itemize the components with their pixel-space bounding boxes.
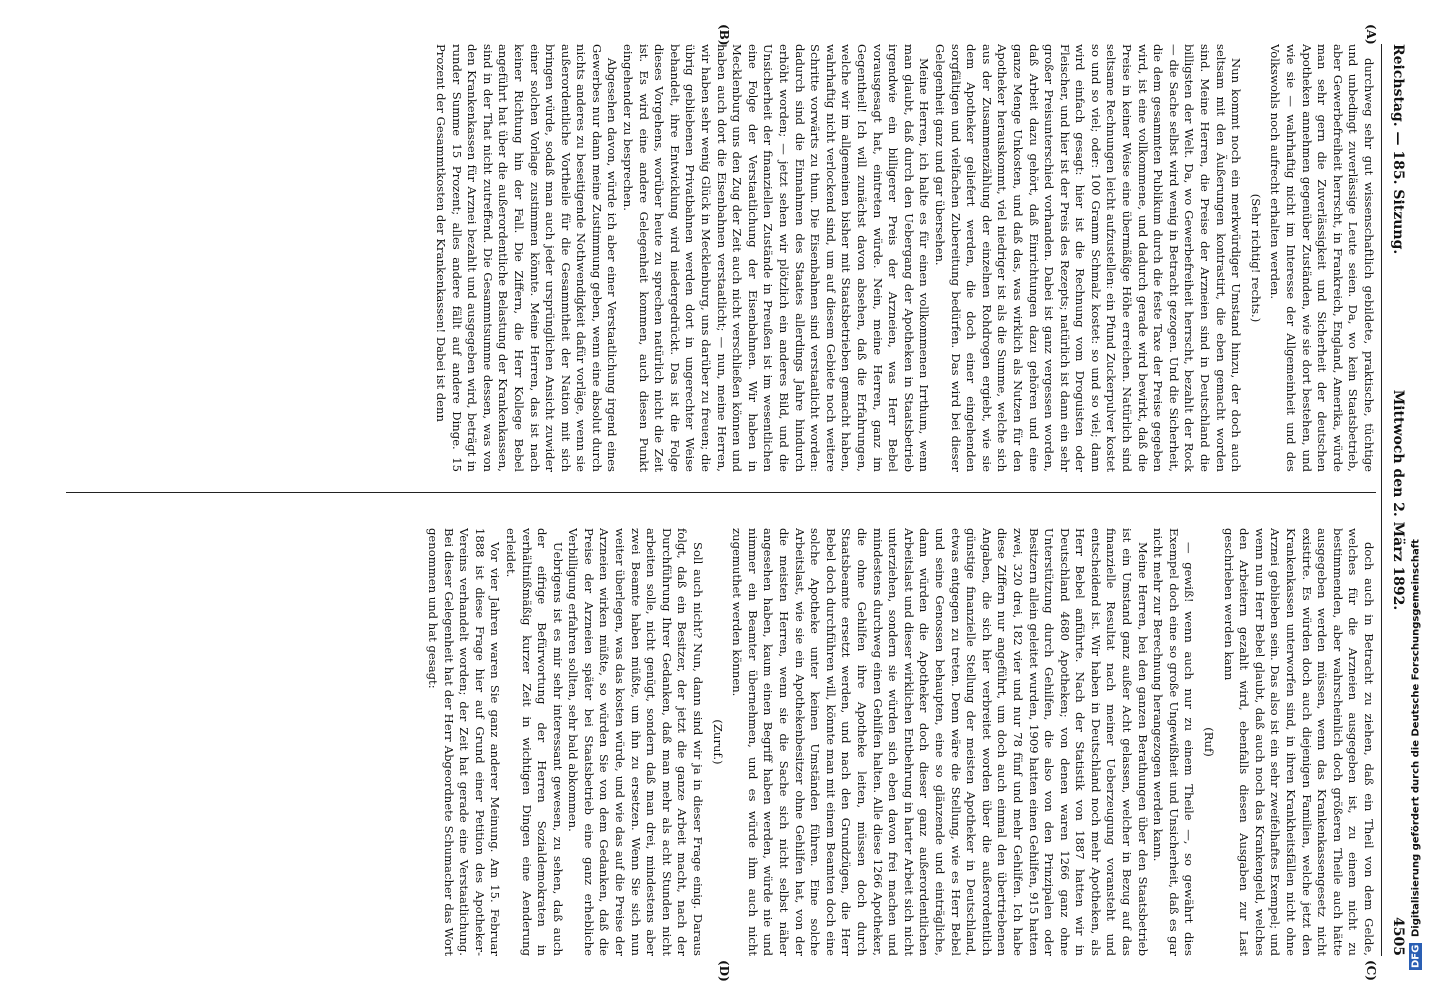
interjection: (Sehr richtig! rechts.) xyxy=(1248,193,1263,323)
paragraph: Nun kommt noch ein merkwürdiger Umstand hinzu, der doch auch seltsam mit den Äußerungen kontrastirt, die eben gemacht worden sind. Meine Herren, die Preise der Arzneien sind in Deutschland die billigsten der Welt. Da, wo Gewerbefreiheit herrscht, bezahlt der Rock — die Sache selbst wird wenig in Betracht gezogen. Und die Sicherheit, die dem gesammten Publikum durch die feste Taxe der Preise gegeben wird, ist eine vollkommene, und dadurch gerade wird bewirkt, daß die Preise in keiner Weise eine übermäßige Höhe erreichen. Natürlich sind seltsame Rechnungen leicht aufzustellen: ein Pfund Zuckerpulver kostet so und so viel; oder: 100 Gramm Schmalz kostet: so und so viel; dann wird einfach gesagt: hier ist die Rechnung vom Droguisten oder Fleischer, und hier ist der Preis des Rezepts; natürlich ist dann ein sehr großer Preisunterschied vorhanden. Dabei ist ganz vergessen worden, daß Arbeit dazu gehört, daß Einrichtungen dazu gehören und eine ganze Menge Unkosten, und daß das, was wirklich als Nutzen für den Apotheker herauskommt, viel niedriger ist als die Summe, welche sich aus der Zusammenzählung der einzelnen Rohdrogen ergiebt, wie sie dem Apotheker geliefert werden, die doch einer eingehenden sorgfältigen und vielfachen Zubereitung bedürfen. Das wird bei dieser Gelegenheit ganz und gar übersehen. xyxy=(932,44,1244,472)
margin-letter-d: (D) xyxy=(717,960,731,982)
column-divider xyxy=(66,492,1376,494)
dfg-logo-badge: DFG xyxy=(1410,944,1422,968)
newspaper-page xyxy=(16,20,1416,980)
digitization-credit xyxy=(1404,30,1428,970)
right-column xyxy=(66,528,1376,956)
header-date: Mittwoch den 2. März 1892. xyxy=(1390,389,1406,611)
margin-letter-b: (B) xyxy=(717,24,731,46)
margin-letter-a: (A) xyxy=(1364,24,1378,45)
paragraph: doch auch in Betracht zu ziehen, daß ein Theil von dem Gelde, welches für die Arzneien ausgegeben ist, zu einem nicht zu bestimmenden, aber wahrscheinlich doch größeren Theile auch hätte ausgegeben werden müssen, wenn das Krankenkassengesetz nicht existirte. Es würden doch auch diejenigen Familien, welche jetzt den Krankenkassen unterworfen sind, in ihren Krankheitsfällen nicht ohne Arznei geblieben sein. Das also ist ein sehr zweifelhaftes Exempel; und wenn nun Herr Bebel glaubt, daß auch noch das Krankengeld, welches den Arbeitern gezahlt wird, ebenfalls diesen Ausgaben zur Last geschrieben werden kann xyxy=(1221,528,1376,956)
paragraph: Uebrigens ist es mir sehr interessant gewesen, zu sehen, daß auch der eifrige Befürwortung der Herren Sozialdemokraten in verhältnißmäßig kurzer Zeit in wichtigen Dingen eine Aenderung erleidet. xyxy=(503,528,565,956)
interjection: (Ruf) xyxy=(1202,727,1217,757)
paragraph: Vor vier Jahren waren Sie ganz anderer Meinung. Am 15. Februar 1888 ist diese Frage hier auf Grund einer Petition des Apotheker-Vereins verhandelt worden; der Zeit hat gerade eine Verstaatlichung. Bei dieser Gelegenheit hat der Herr Abgeordnete Schumacher das Wort genommen und hat gesagt: xyxy=(425,528,503,956)
header-session: Reichstag. — 185. Sitzung. xyxy=(1390,44,1406,255)
header-page-number: 4505 xyxy=(1390,917,1406,956)
margin-letter-c: (C) xyxy=(1364,960,1378,981)
interjection: (Zuruf.) xyxy=(710,719,725,765)
paragraph: Abgesehen davon, würde ich aber einer Verstaatlichung irgend eines Gewerbes nur dann meine Zustimmung geben, wenn eine absolut durch nichts anderes zu beseitigende Nothwendigkeit dafür vorläge, wenn sie außerordentliche Vortheile für die Gesammtheit der Nation mit sich bringen würde, sodaß man auch jeder ursprünglichen Ansicht zuwider einer solchen Vorlage zustimmen könnte. Meine Herren, das ist nach keiner Richtung hin der Fall. Die Ziffern, die Herr Kollege Bebel angeführt hat über die außerordentliche Belastung der Krankenkassen, sind in der That nicht zutreffend. Die Gesammtsumme dessen, was von den Krankenkassen für Arznei bezahlt und ausgegeben wird, beträgt in runder Summe 15 Prozent; alles andere fällt auf andere Dinge. 15 Prozent der Gesammtkosten der Krankenkassen! Dabei ist denn xyxy=(433,44,620,472)
paragraph: Meine Herren, ich halte es für einen vollkommenen Irrthum, wenn man glaubt, daß durch den Uebergang der Apotheken in Staatsbetrieb irgendwie ein billigerer Preis der Arzneien, was Herr Bebel vorausgesagt hat, eintreten würde. Nein, meine Herren, ganz im Gegentheil! Ich will zunächst davon absehen, daß die Erfahrungen, welche wir im allgemeinen bisher mit Staatsbetrieben gemacht haben, wahrhaftig nicht verlockend sind, um auf diesem Gebiete noch weitere Schritte vorwärts zu thun. Die Eisenbahnen sind verstaatlicht worden: dadurch sind die Einnahmen des Staates allerdings Jahre hindurch erhöht worden; — jetzt sehen wir plötzlich ein anderes Bild, und die Unsicherheit der finanziellen Zustände in Preußen ist im wesentlichen eine Folge der Verstaatlichung der Eisenbahnen. Wir haben in Mecklenburg uns den Zug der Zeit auch nicht verschließen können und haben auch dort die Eisenbahnen verstaatlicht; — nun, meine Herren, wir haben sehr wenig Glück in Mecklenburg, uns darüber zu freuen; die übrig gebliebenen Privatbahnen werden dort in ungerechter Weise behandelt, ihre Entwicklung wird niedergedrückt. Das ist die Folge dieses Vorgehens, worüber heute zu sprechen natürlich nicht die Zeit ist. Es wird eine andere Gelegenheit kommen, auch diesen Punkt eingehender zu besprechen. xyxy=(621,44,932,472)
paragraph: durchweg sehr gut wissenschaftlich gebildete, praktische, tüchtige und unbedingt zuverlässige Leute seien. Da, wo kein Staatsbetrieb, aber Gewerbefreiheit herrscht, in Frankreich, England, Amerika, würde man sehr gern die Zuverlässigkeit und Sicherheit der deutschen Apotheken annehmen gegenüber Zuständen, wie sie dort bestehen, und wie sie — wahrhaftig nicht im Interesse der Allgemeinheit und des Volkswohls noch aufrecht erhalten werden. xyxy=(1268,44,1376,472)
paragraph: — gewiß! wenn auch nur zu einem Theile —, so gewährt dies Exempel doch eine so große Ungewißheit und Unsicherheit, daß es gar nicht mehr zur Berechnung herangezogen werden kann. xyxy=(1151,528,1197,956)
credit-text: Digitalisierung gefördert durch die Deutsche Forschungsgemeinschaft xyxy=(1410,538,1422,937)
paragraph: Meine Herren, bei den ganzen Berathungen über den Staatsbetrieb ist ein Umstand ganz außer Acht gelassen, welcher in Bezug auf das finanzielle Resultat nach meiner Ueberzeugung voransteht und entscheidend ist. Wir haben in Deutschland noch mehr Apotheken, als Herr Bebel anführte. Nach der Statistik von 1887 hatten wir in Deutschland 4680 Apotheken; von denen waren 1266 ganz ohne Unterstützung durch Gehilfen, die also von den Prinzipalen oder Besitzern allein geleitet wurden, 1909 hatten einen Gehilfen, 915 hatten zwei, 320 drei, 182 vier und nur 78 fünf und mehr Gehilfen. Ich habe diese Ziffern nur angeführt, um doch auch einmal den übertriebenen Angaben, die sich hier verbreitet worden über die außerordentlich günstige finanzielle Stellung der meisten Apotheker in Deutschland, etwas entgegen zu treten. Denn wäre die Stellung, wie es Herr Bebel und seine Genossen behaupten, eine so glänzende und einträgliche, dann würden die Apotheker doch dieser ganz außerordentlichen Arbeitslast und dieser wirklichen Entbehrung in harter Arbeit sich nicht unterziehen, sondern sie würden sich eben davon frei machen und mindestens durchweg einen Gehilfen halten. Alle diese 1266 Apotheker, die ohne Gehilfen ihre Apotheke leiten, müssen doch durch Staatsbeamte ersetzt werden, und nach den Grundzügen, die Herr Bebel doch durchführen will, könnte man mit einem Beamten doch eine solche Apotheke unter keinen Umständen führen. Eine solche Arbeitslast, wie sie ein Apothekenbesitzer ohne Gehilfen hat, von der die meisten Herren, wenn sie die Sache sich nicht selbst näher angesehen haben, kaum einen Begriff haben werden, würde nie und nimmer ein Beamter übernehmen, und es würde ihm auch nicht zugemuthet werden können. xyxy=(730,528,1150,956)
paragraph: Soll auch nicht? Nun, dann sind wir ja in dieser Frage einig. Daraus folgt, daß ein Besitzer, der jetzt die ganze Arbeit macht, nach der Durchführung Ihrer Gedanken, daß man mehr als acht Stunden nicht arbeiten solle, nicht genügt, sondern daß man drei, mindestens aber zwei Beamte haben müßte, um ihn zu ersetzen. Wenn Sie sich nun weiter überlegen, was das kosten würde, und wie das auf die Preise der Arzneien wirken müßte, so würden Sie von dem Gedanken, daß die Preise der Arzneien später bei Staatsbetrieb eine ganz erhebliche Verbilligung erfahren sollten, sehr bald abkommen. xyxy=(566,528,706,956)
left-column xyxy=(66,44,1376,472)
